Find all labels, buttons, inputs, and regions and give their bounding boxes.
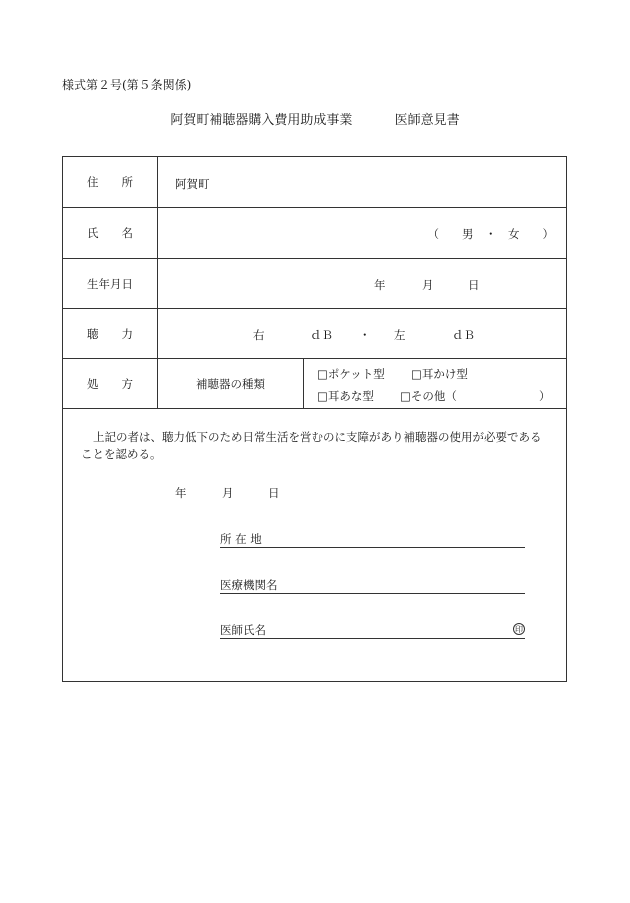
birth-day-unit: 日 (468, 278, 480, 292)
institution-field[interactable] (220, 577, 525, 594)
title-sub: 医師意見書 (394, 113, 460, 128)
label-name: 氏 名 (63, 208, 158, 258)
birth-year-unit: 年 (374, 278, 386, 292)
option-ear-hook-type[interactable]: □耳かけ型 (411, 367, 468, 381)
doctor-name-label: 医師氏名 (220, 623, 266, 637)
label-hearing: 聴 力 (63, 309, 158, 358)
address-value[interactable]: 阿賀町 (175, 177, 210, 191)
location-label: 所 在 地 (220, 532, 262, 546)
cert-month-unit: 月 (222, 486, 234, 500)
label-hearing-aid-type: 補聴器の種類 (158, 359, 304, 408)
certification-statement: 上記の者は、聴力低下のため日常生活を営むのに支障があり補聴器の使用が必要であることを認める。 (81, 430, 542, 461)
cert-year-unit: 年 (175, 486, 187, 500)
option-pocket-type[interactable]: □ポケット型 (317, 367, 385, 381)
birth-month-unit: 月 (422, 278, 434, 292)
title-main: 阿賀町補聴器購入費用助成事業 (170, 113, 353, 128)
option-other[interactable]: □その他（ (400, 389, 457, 403)
certification-section (63, 409, 566, 681)
form-number: 様式第２号(第５条関係) (62, 78, 192, 92)
label-address: 住 所 (63, 157, 158, 207)
gender-selector[interactable]: （ 男 ・ 女 ） (427, 227, 554, 241)
hearing-right-db: ｄＢ (310, 328, 333, 342)
hearing-left-db: ｄＢ (452, 328, 475, 342)
seal-icon: 印 (515, 625, 523, 634)
hearing-right-label: 右 (253, 328, 265, 342)
row-name (63, 208, 566, 259)
row-prescription (63, 359, 566, 409)
option-other-close: ） (539, 389, 551, 403)
row-hearing (63, 309, 566, 359)
label-prescription: 処 方 (63, 359, 158, 408)
option-in-ear-type[interactable]: □耳あな型 (317, 389, 374, 403)
hearing-left-label: 左 (394, 328, 406, 342)
opinion-form-table (62, 156, 567, 682)
document-title (0, 109, 630, 128)
hearing-separator: ・ (359, 328, 371, 342)
label-birthdate: 生年月日 (63, 259, 158, 308)
row-address (63, 157, 566, 208)
cert-day-unit: 日 (268, 486, 280, 500)
row-birthdate (63, 259, 566, 309)
doctor-name-field[interactable] (220, 622, 525, 639)
location-field[interactable] (220, 531, 525, 548)
institution-label: 医療機関名 (220, 578, 278, 592)
